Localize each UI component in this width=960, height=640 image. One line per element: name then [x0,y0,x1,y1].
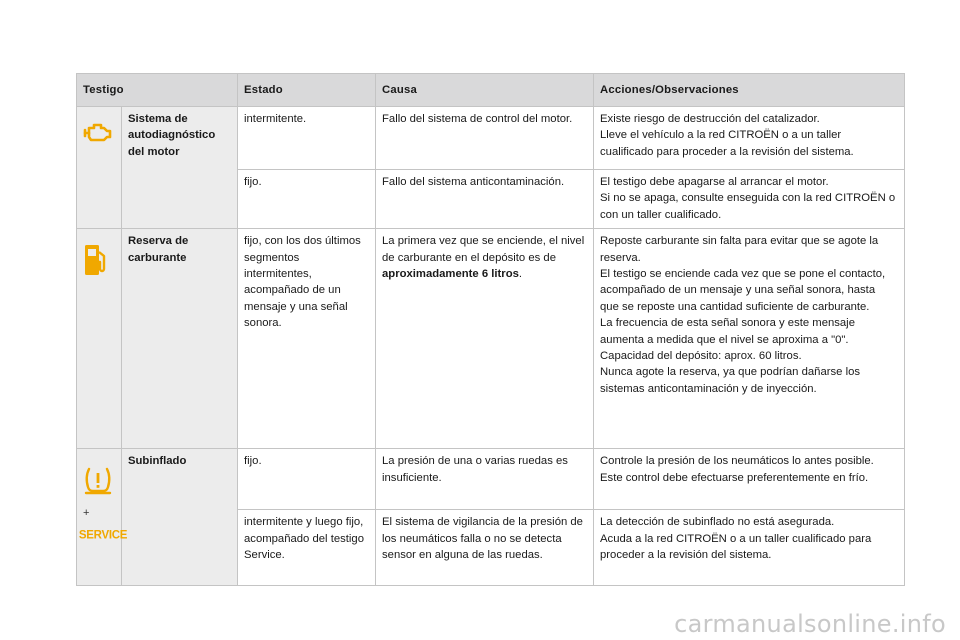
action-line: Este control debe efectuarse preferentemente en frío. [600,471,869,484]
action-line: Si no se apaga, consulte enseguida con la red CITROËN o con un taller cualificado. [600,192,896,221]
header-testigo: Testigo [77,74,238,107]
header-acciones: Acciones/Observaciones [594,74,905,107]
action-line: La detección de subinflado no está asegurada. [600,516,835,529]
service-icon [78,527,128,546]
fuel-icon-cell [77,229,122,449]
action-line: Capacidad del depósito: aprox. 60 litros. [600,350,802,363]
table-row [77,449,905,510]
fuel-causa-suffix: . [518,268,523,281]
tyre-acciones-2 [594,510,905,586]
header-estado: Estado [238,74,376,107]
fuel-causa-bold: aproximadamente 6 litros [382,268,519,281]
tyre-icons-group [78,453,128,546]
table-row [77,229,905,449]
fuel-acciones [594,229,905,449]
table-row [77,107,905,170]
action-line: La frecuencia de esta señal sonora y este mensaje aumenta a medida que el nivel se aproxima a "0". [600,317,855,346]
tyre-acciones-1 [594,449,905,510]
watermark: carmanualsonline.info [674,610,946,638]
tyre-estado-2: intermitente y luego fijo, acompañado del testigo Service. [238,510,376,586]
action-line: Controle la presión de los neumáticos lo antes posible. [600,455,874,468]
action-line: Acuda a la red CITROËN o a un taller cualificado para proceder a la revisión del sistema. [600,532,872,562]
engine-icon-cell [77,107,122,229]
engine-acciones-1 [594,107,905,170]
service-label: SERVICE [78,529,128,542]
fuel-causa [376,229,594,449]
fuel-name: Reserva de carburante [122,229,238,449]
engine-warning-icon [83,111,114,148]
engine-causa-2: Fallo del sistema anticontaminación. [376,170,594,229]
tyre-icon-cell [77,449,128,586]
action-line: Existe riesgo de destrucción del catalizador. [600,113,820,125]
fuel-causa-text: La primera vez que se enciende, el nivel de carburante en el depósito es de [382,235,585,264]
tyre-causa-2: El sistema de vigilancia de la presión de los neumáticos falla o no se detecta sensor en alguna de las ruedas. [376,510,594,586]
action-line: Reposte carburante sin falta para evitar que se agote la reserva. [600,235,879,264]
plus-sign: + [83,506,90,519]
tyre-estado-1: fijo. [238,449,376,510]
action-line: Lleve el vehículo a la red CITROËN o a un taller cualificado para proceder a la revisión del sistema. [600,129,854,158]
action-line: El testigo se enciende cada vez que se pone el contacto, acompañado de un mensaje y una señal sonora, hasta que se reposte una cantidad suficiente de carburante. [600,268,886,313]
engine-causa-1: Fallo del sistema de control del motor. [376,107,594,170]
warning-lights-table [76,73,905,586]
engine-estado-2: fijo. [238,170,376,229]
header-causa: Causa [376,74,594,107]
action-line: Nunca agote la reserva, ya que podrían dañarse los sistemas anticontaminación y de inyección. [600,366,861,395]
fuel-pump-icon [83,233,114,282]
tyre-pressure-icon [83,465,114,500]
action-line: El testigo debe apagarse al arrancar el motor. [600,176,829,188]
engine-estado-1: intermitente. [238,107,376,170]
engine-acciones-2 [594,170,905,229]
fuel-estado: fijo, con los dos últimos segmentos intermitentes, acompañado de un mensaje y una señal sonora. [238,229,376,449]
table-header-row [77,74,905,107]
tyre-name: Subinflado [122,449,238,586]
engine-name: Sistema de autodiagnóstico del motor [122,107,238,229]
tyre-causa-1: La presión de una o varias ruedas es insuficiente. [376,449,594,510]
